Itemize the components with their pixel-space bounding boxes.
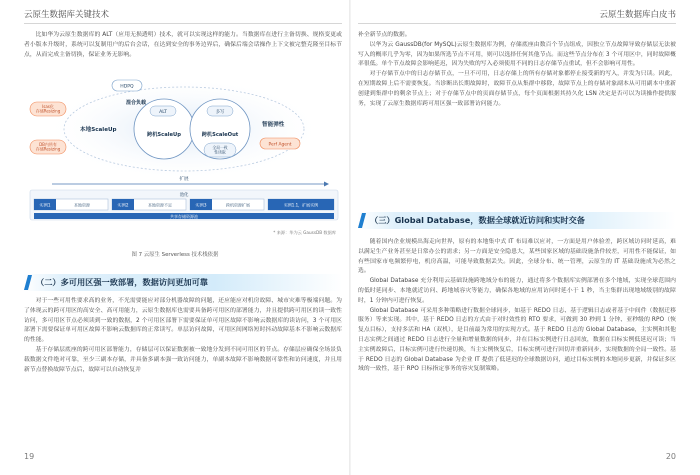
- right-para-3: 对于存储节点中的日志存储节点，一旦不可用，日志存储上的所有存储对象都停止接受新的写入，并发为只读。因此，在短期故障上后不需要恢复。当诊断出长期故障时，故障节点从集群中移除，故障节点上的存储对象副本从可用副本中重新创建到集群中的剩余节点上；对于存储节点中的页面存储节点，每个页面根据其持久化 LSN 决定是否可以为读操作提供服务，实现了云原生数据库跨可用区强一致部署访问能力。: [358, 71, 676, 107]
- instance-2-label: 实例2: [117, 202, 129, 208]
- right-para-4: 随着国内企业规模出海走向世界，原有的本地集中式 IT 布局难以应对，一方面是用户体验差，跨区域访问时延高，难以满足生产业务甚至是日常办公的需求；另一方面是安全隐患大，某些国家区域的基础设施条件较差，可用性不能保证，如有些国家市电频繁停电，机房高温，可能导致数据丢失。因此，全球分布、统一管理，云原生的 IT 基础设施成为必然之选。: [358, 239, 676, 275]
- section-2-heading: [24, 274, 342, 291]
- cross-scaleup-label: 跨机ScaleUp: [147, 132, 181, 138]
- right-body-bottom: [358, 238, 676, 375]
- instance-3-resource: 跨机资源扩展: [226, 202, 250, 208]
- instance-n-label: 实例1.1，扩展实例: [283, 202, 319, 208]
- section-2-title: （二）多可用区强一致部署，数据访问更加可靠: [36, 276, 208, 287]
- left-body: [24, 297, 342, 375]
- instance-3-label: 实例3: [195, 202, 207, 208]
- resizing-pill-top-label: Isas化存储Resizing: [35, 104, 61, 114]
- left-header: 云原生数据库关键技术: [24, 10, 110, 20]
- right-para-6: Global Database 可采用多种策略进行数据全球同步，如基于 REDO 日志、基于逻辑日志或者基于中间件（数据迁移服务）等来实现。其中，基于 REDO 日志的方式由于对时效性的 RTO 要求，可做到 30 秒到 1 分钟、亚秒级的 RPO（恢复点目标），支持多活和 HA（双机），是目前最为常用的实现方式。基于 REDO 日志的 Global Database，主实例和其他日志实例之间通过 REDO 日志进行全量和增量数据的同步，并在目标实例进行日志回放，数据在目标实例低延迟可读；当主实例故障后，目标实例可进行快速切换，当主实例恢复后，目标实例可进行回切并重新同步，实现数据的全局一致性。基于 REDO 日志的 Global Database 为企业 IT 提供了低延迟的全球数据访问，通过目标实例的本地同步更新，并保证多区域的一致性，基于 RPO 日标指定事务的容灾复制策略。: [358, 307, 676, 373]
- mixed-load-label: 混合负载: [126, 100, 147, 106]
- section-2-bar: [24, 275, 32, 290]
- right-para-1: 补全新节点的数据。: [358, 32, 411, 38]
- alt-label: ALT: [159, 110, 167, 115]
- right-header-rule: [358, 23, 676, 24]
- left-para-3: 基于存储层底座的跨可用区部署能力，存储层可以保证数据被一致地分发到不同可用区的节点。存储层应确保全场景负载数据文件绝对可靠，至少三副本存储，并具备多副本强一致访问能力，单副本故障不影响数据可靠性和访问速度，并且用新节点替换故障节点后，故障可以自动恢复并: [24, 346, 342, 373]
- right-body-top: [358, 31, 676, 109]
- expand-label: 扩展: [179, 177, 189, 182]
- perf-agent-label: Perf Agent: [268, 142, 292, 148]
- right-page-number: 20: [665, 452, 676, 461]
- right-para-2: 以华为云 GaussDB(for MySQL)云原生数据库为例，存储底座由数百个节点组成，因独立节点故障导致存储层无法被写入的概率几乎为零，因为如果所选节点不可用，则可以选择任何其他节点。而这些节点分布在 3 个可用区中，同时故障概率很低。单个节点故障会影响延迟，因为失败的写入必须使用不同的日志存储节点重试，但不会影响可用性。: [358, 41, 676, 68]
- section-3-bar: [358, 213, 366, 228]
- right-header: 云原生数据库白皮书: [599, 10, 676, 20]
- right-page: [350, 0, 700, 475]
- serverless-diagram: [24, 74, 344, 240]
- local-scaleup-label: 本地ScaleUp: [80, 127, 117, 133]
- left-para-2: 对于一些可用性要求高的业务，不光需要能应对部分机器故障的问题，还应能应对机房故障、城市灾难等极端问题。为了体现云的跨可用区的高安全、高可用能力，云原生数据库也需要具备跨可用区的部署能力，并且提供跨可用区的读一致性访问，多可用区节点必须读到一致的数据，2 个可用区部署下需要保证单可用区故障不影响云数据库的读访问，3 个可用区部署下需要保证单可用区故障不影响云数据库的正常读写。单层访问故障，可用区间网络短时抖动故障基本不影响云数据库的性能。: [24, 298, 342, 344]
- pool-label: 池化: [179, 193, 189, 198]
- multi-write-label: 多写: [215, 110, 225, 115]
- instance-1-label: 实例1: [39, 202, 51, 208]
- expand-arrow-icon: [324, 182, 329, 187]
- right-para-5: Global Database 充分利用云基础设施跨地域分布的能力，通过将多个数据库实例部署在多个地域，实现全球范围内的低时延同步、本地就近访问、跨地域容灾等能力，确保各地域的应用访问时延小于 1 秒，当主集群出现地域级别的故障时，1 分钟内可进行恢复。: [358, 278, 676, 304]
- instance-1-resource: 本地资源: [74, 202, 90, 208]
- left-header-rule: [24, 23, 342, 24]
- left-intro-text: 比如华为云原生数据库的 ALT（应用无损透明）技术，就可以实现这样的能力。当数据库在进行主备切换、规格变更或者小版本升级时，系统可以复制用户的后台会话，在达到安全的事务边界后，确保后端会话操作上下文被完整克隆至目标节点，从而完成主备切换，保证业务无影响。: [24, 32, 342, 58]
- section-3-title: （三）Global Database，数据全球就近访问和实时交备: [370, 214, 585, 225]
- left-intro: [24, 31, 342, 60]
- left-page-number: 19: [24, 452, 35, 461]
- section-3-heading: [358, 212, 676, 229]
- smart-elastic-label: 智能弹性: [262, 122, 285, 128]
- shared-storage-label: 共享存储资源池: [170, 213, 198, 219]
- resizing-pill-bottom-label: DB内所有存储Resizing: [35, 142, 61, 152]
- instance-2-resource: 本地资源不足: [148, 202, 172, 208]
- cross-scaleout-label: 跨机ScaleOut: [201, 132, 239, 138]
- diagram-source-note: * 来源：华为云 GaussDB 数据库: [273, 230, 336, 235]
- hdpq-label: HDPQ: [120, 84, 134, 90]
- global-read-label: 全局一致性读取: [212, 145, 228, 155]
- figure-caption: 图 7 云原生 Serverless 技术栈依据: [131, 252, 219, 258]
